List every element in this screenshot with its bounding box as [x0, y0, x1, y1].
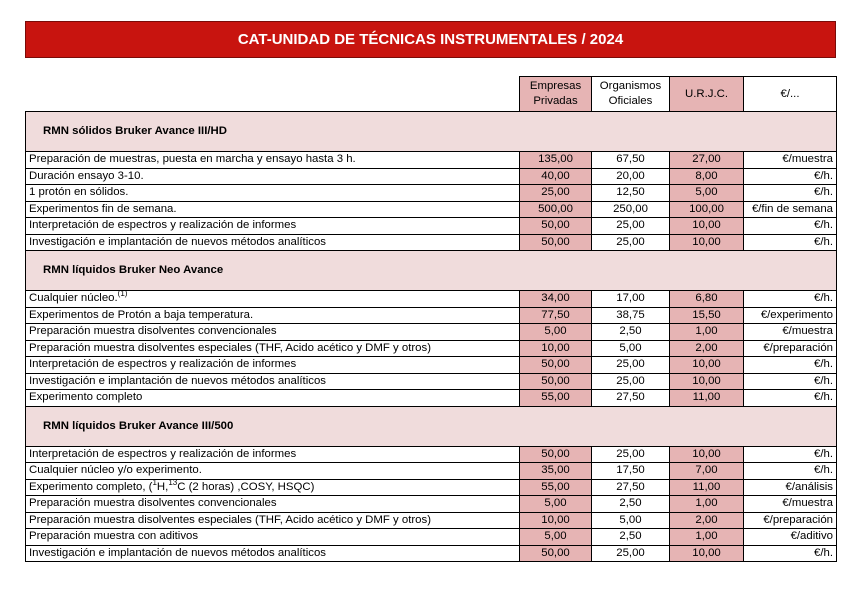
table-row	[26, 234, 837, 251]
price-table	[25, 76, 837, 562]
service-label-text: Preparación muestra disolventes especiales (THF, Acido acético y DMF y otros)	[29, 341, 431, 354]
table-row	[26, 512, 837, 529]
price-empresas-privadas: 34,00	[520, 291, 592, 308]
table-row	[26, 168, 837, 185]
price-unit: €/muestra	[744, 496, 837, 513]
service-label	[26, 201, 520, 218]
header-empresas-privadas: Empresas Privadas	[520, 77, 592, 112]
service-label	[26, 324, 520, 341]
price-organismos-oficiales: 27,50	[592, 390, 670, 407]
header-row	[26, 77, 837, 112]
price-empresas-privadas: 50,00	[520, 234, 592, 251]
price-unit: €/h.	[744, 234, 837, 251]
price-organismos-oficiales: 20,00	[592, 168, 670, 185]
section-title: RMN líquidos Bruker Neo Avance	[26, 251, 837, 291]
table-row	[26, 545, 837, 562]
service-label	[26, 357, 520, 374]
price-empresas-privadas: 35,00	[520, 463, 592, 480]
service-label-text: Experimento completo	[29, 391, 143, 404]
service-label	[26, 307, 520, 324]
service-label-text: Interpretación de espectros y realización de informes	[29, 358, 297, 371]
price-empresas-privadas: 77,50	[520, 307, 592, 324]
price-urjc: 27,00	[670, 152, 744, 169]
price-urjc: 15,50	[670, 307, 744, 324]
service-label-text: Experimentos fin de semana.	[29, 202, 177, 215]
price-empresas-privadas: 135,00	[520, 152, 592, 169]
price-organismos-oficiales: 25,00	[592, 545, 670, 562]
price-organismos-oficiales: 5,00	[592, 340, 670, 357]
service-label-text: Cualquier núcleo.	[29, 292, 118, 305]
section-title: RMN líquidos Bruker Avance III/500	[26, 406, 837, 446]
price-unit: €/análisis	[744, 479, 837, 496]
section-header	[26, 251, 837, 291]
price-unit: €/h.	[744, 357, 837, 374]
service-label	[26, 529, 520, 546]
price-unit: €/muestra	[744, 152, 837, 169]
price-organismos-oficiales: 25,00	[592, 234, 670, 251]
header-unit: €/...	[744, 77, 837, 112]
price-organismos-oficiales: 17,00	[592, 291, 670, 308]
service-label-text: Preparación muestra disolventes convencionales	[29, 325, 277, 338]
table-row	[26, 201, 837, 218]
service-label-text: Cualquier núcleo y/o experimento.	[29, 464, 202, 477]
service-label-text: 1 protón en sólidos.	[29, 186, 129, 199]
price-empresas-privadas: 50,00	[520, 357, 592, 374]
service-label-text: Duración ensayo 3-10.	[29, 169, 144, 182]
table-row	[26, 390, 837, 407]
service-label-text: Investigación e implantación de nuevos métodos analíticos	[29, 374, 326, 387]
service-label	[26, 545, 520, 562]
price-urjc: 100,00	[670, 201, 744, 218]
header-organismos-oficiales: Organismos Oficiales	[592, 77, 670, 112]
service-label	[26, 185, 520, 202]
table-row	[26, 324, 837, 341]
price-urjc: 1,00	[670, 529, 744, 546]
price-organismos-oficiales: 27,50	[592, 479, 670, 496]
price-organismos-oficiales: 2,50	[592, 529, 670, 546]
price-urjc: 1,00	[670, 324, 744, 341]
price-organismos-oficiales: 38,75	[592, 307, 670, 324]
service-label	[26, 373, 520, 390]
service-label-text: Preparación muestra disolventes convencionales	[29, 497, 277, 510]
table-row	[26, 291, 837, 308]
price-organismos-oficiales: 250,00	[592, 201, 670, 218]
price-organismos-oficiales: 12,50	[592, 185, 670, 202]
price-organismos-oficiales: 2,50	[592, 324, 670, 341]
price-organismos-oficiales: 25,00	[592, 357, 670, 374]
price-organismos-oficiales: 17,50	[592, 463, 670, 480]
price-unit: €/muestra	[744, 324, 837, 341]
price-unit: €/h.	[744, 446, 837, 463]
isotope-mark: 1	[152, 479, 157, 487]
service-label-text: Investigación e implantación de nuevos métodos analíticos	[29, 546, 326, 559]
table-row	[26, 218, 837, 235]
price-urjc: 10,00	[670, 218, 744, 235]
price-urjc: 6,80	[670, 291, 744, 308]
price-organismos-oficiales: 67,50	[592, 152, 670, 169]
table-row	[26, 340, 837, 357]
price-empresas-privadas: 5,00	[520, 496, 592, 513]
header-urjc: U.R.J.C.	[670, 77, 744, 112]
service-label-text: Experimento completo, (	[29, 480, 153, 493]
service-label-text: Preparación muestra con aditivos	[29, 530, 199, 543]
price-empresas-privadas: 50,00	[520, 218, 592, 235]
service-label-text: Experimentos de Protón a baja temperatura.	[29, 308, 254, 321]
price-empresas-privadas: 25,00	[520, 185, 592, 202]
price-unit: €/h.	[744, 168, 837, 185]
table-row	[26, 446, 837, 463]
price-urjc: 10,00	[670, 373, 744, 390]
price-urjc: 10,00	[670, 234, 744, 251]
service-label	[26, 152, 520, 169]
page-title: CAT-UNIDAD DE TÉCNICAS INSTRUMENTALES / 2024	[25, 21, 836, 58]
price-urjc: 1,00	[670, 496, 744, 513]
price-empresas-privadas: 55,00	[520, 479, 592, 496]
price-unit: €/preparación	[744, 340, 837, 357]
price-unit: €/aditivo	[744, 529, 837, 546]
section-title: RMN sólidos Bruker Avance III/HD	[26, 112, 837, 152]
isotope-mark: 13	[168, 479, 178, 487]
price-unit: €/fin de semana	[744, 201, 837, 218]
price-unit: €/experimento	[744, 307, 837, 324]
price-empresas-privadas: 500,00	[520, 201, 592, 218]
service-label	[26, 218, 520, 235]
price-organismos-oficiales: 25,00	[592, 373, 670, 390]
price-empresas-privadas: 50,00	[520, 373, 592, 390]
table-row	[26, 479, 837, 496]
service-label	[26, 340, 520, 357]
header-blank	[26, 77, 520, 112]
table-row	[26, 185, 837, 202]
service-label-text: H,	[156, 480, 169, 493]
price-urjc: 5,00	[670, 185, 744, 202]
service-label	[26, 168, 520, 185]
price-urjc: 11,00	[670, 479, 744, 496]
section-header	[26, 112, 837, 152]
table-row	[26, 496, 837, 513]
footnote-mark: (1)	[117, 290, 128, 299]
price-unit: €/h.	[744, 390, 837, 407]
price-empresas-privadas: 5,00	[520, 324, 592, 341]
price-organismos-oficiales: 25,00	[592, 218, 670, 235]
service-label	[26, 446, 520, 463]
table-row	[26, 529, 837, 546]
price-empresas-privadas: 50,00	[520, 545, 592, 562]
service-label	[26, 291, 520, 308]
table-row	[26, 152, 837, 169]
service-label-text: Preparación muestra disolventes especiales (THF, Acido acético y DMF y otros)	[29, 513, 431, 526]
table-row	[26, 307, 837, 324]
service-label-text: Interpretación de espectros y realización de informes	[29, 219, 297, 232]
price-urjc: 2,00	[670, 340, 744, 357]
price-urjc: 10,00	[670, 446, 744, 463]
service-label-text: Preparación de muestras, puesta en marcha y ensayo hasta 3 h.	[29, 153, 356, 166]
service-label	[26, 479, 520, 496]
price-urjc: 8,00	[670, 168, 744, 185]
service-label	[26, 496, 520, 513]
table-row	[26, 463, 837, 480]
price-empresas-privadas: 5,00	[520, 529, 592, 546]
price-unit: €/h.	[744, 291, 837, 308]
service-label	[26, 463, 520, 480]
section-header	[26, 406, 837, 446]
service-label	[26, 512, 520, 529]
price-unit: €/h.	[744, 185, 837, 202]
price-unit: €/h.	[744, 463, 837, 480]
price-unit: €/preparación	[744, 512, 837, 529]
price-organismos-oficiales: 2,50	[592, 496, 670, 513]
service-label	[26, 234, 520, 251]
service-label-text: Investigación e implantación de nuevos métodos analíticos	[29, 235, 326, 248]
price-unit: €/h.	[744, 218, 837, 235]
price-empresas-privadas: 10,00	[520, 512, 592, 529]
price-urjc: 10,00	[670, 357, 744, 374]
price-organismos-oficiales: 25,00	[592, 446, 670, 463]
price-urjc: 2,00	[670, 512, 744, 529]
price-organismos-oficiales: 5,00	[592, 512, 670, 529]
price-urjc: 7,00	[670, 463, 744, 480]
table-row	[26, 357, 837, 374]
price-unit: €/h.	[744, 373, 837, 390]
table-row	[26, 373, 837, 390]
service-label	[26, 390, 520, 407]
price-urjc: 10,00	[670, 545, 744, 562]
service-label-text: Interpretación de espectros y realización de informes	[29, 447, 297, 460]
price-empresas-privadas: 40,00	[520, 168, 592, 185]
price-empresas-privadas: 50,00	[520, 446, 592, 463]
price-unit: €/h.	[744, 545, 837, 562]
price-empresas-privadas: 55,00	[520, 390, 592, 407]
service-label-text: C (2 horas) ,COSY, HSQC)	[177, 480, 315, 493]
price-urjc: 11,00	[670, 390, 744, 407]
price-empresas-privadas: 10,00	[520, 340, 592, 357]
